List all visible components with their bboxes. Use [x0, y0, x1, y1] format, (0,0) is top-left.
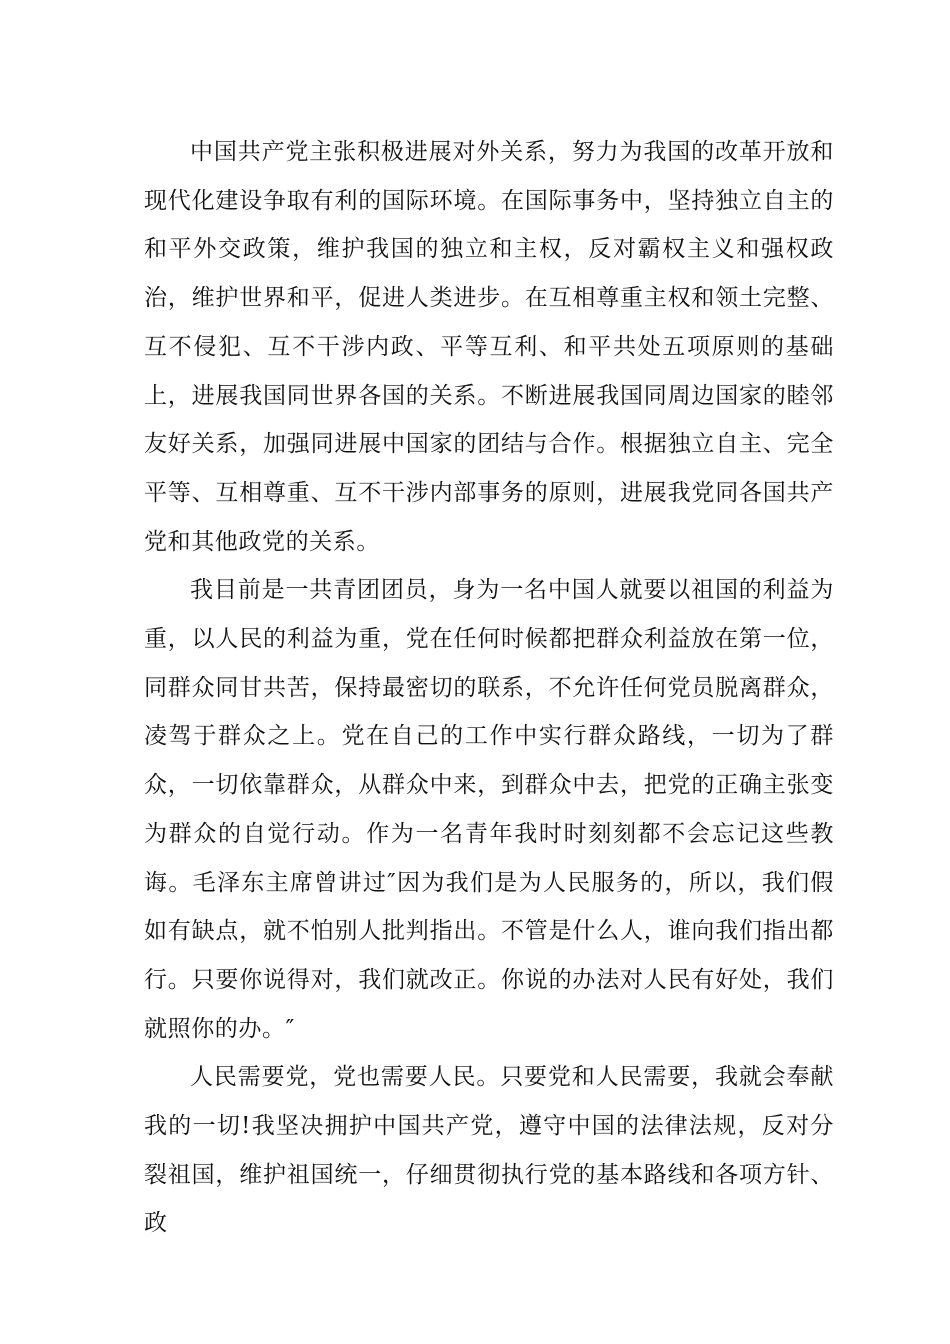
paragraph-devotion: 人民需要党，党也需要人民。只要党和人民需要，我就会奉献我的一切!我坚决拥护中国共产党，遵守中国的法律法规，反对分裂祖国，维护祖国统一，仔细贯彻执行党的基本路线和各项方针、政	[144, 1064, 834, 1237]
paragraph-foreign-relations: 中国共产党主张积极进展对外关系，努力为我国的改革开放和现代化建设争取有利的国际环境。在国际事务中，坚持独立自主的和平外交政策，维护我国的独立和主权，反对霸权主义和强权政治，维护世界和平，促进人类进步。在互相尊重主权和领土完整、互不侵犯、互不干涉内政、平等互利、和平共处五项原则的基础上，进展我国同世界各国的关系。不断进展我国同周边国家的睦邻友好关系，加强同进展中国家的团结与合作。根据独立自主、完全平等、互相尊重、互不干涉内部事务的原则，进展我党同各国共产党和其他政党的关系。	[144, 139, 834, 555]
document-body	[144, 128, 834, 1248]
paragraph-mass-line: 我目前是一共青团团员，身为一名中国人就要以祖国的利益为重，以人民的利益为重，党在任何时候都把群众利益放在第一位，同群众同甘共苦，保持最密切的联系，不允许任何党员脱离群众，凌驾于群众之上。党在自己的工作中实行群众路线，一切为了群众，一切依靠群众，从群众中来，到群众中去，把党的正确主张变为群众的自觉行动。作为一名青年我时时刻刻都不会忘记这些教诲。毛泽东主席曾讲过″因为我们是为人民服务的，所以，我们假如有缺点，就不怕别人批判指出。不管是什么人，谁向我们指出都行。只要你说得对，我们就改正。你说的办法对人民有好处，我们就照你的办。″	[144, 577, 834, 1042]
